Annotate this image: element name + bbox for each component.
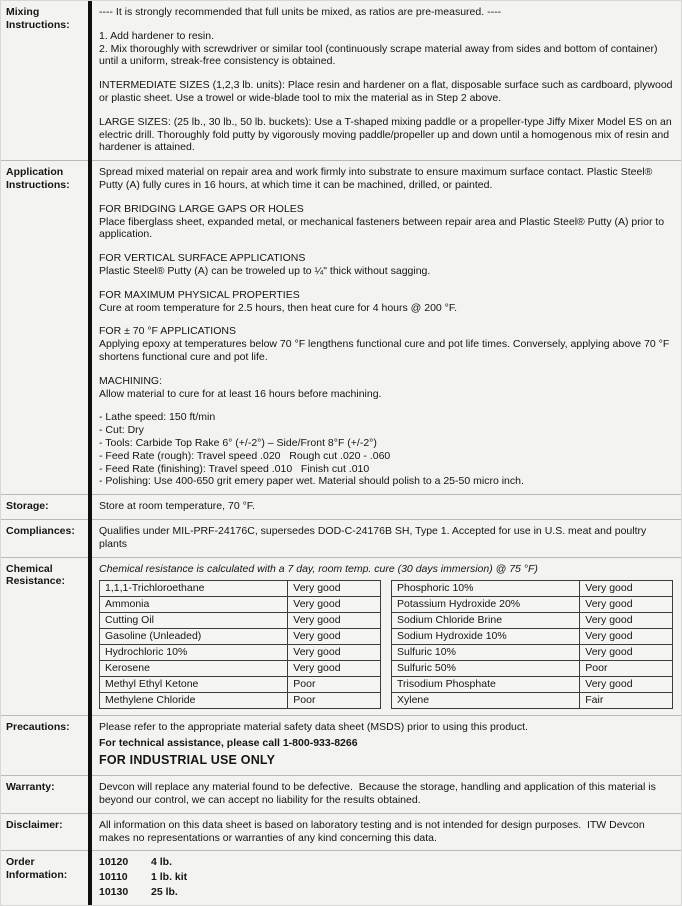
chemical-name-cell: Gasoline (Unleaded) (100, 629, 288, 645)
text-line: INTERMEDIATE SIZES (1,2,3 lb. units): Place resin and hardener on a flat, disposable surface such as cardboard, plywood or plastic sheet. Use a trowel or wide-blade tool to mix the material as in Step 2 above. (99, 79, 676, 104)
paragraph (99, 203, 673, 241)
section-content-mixing-instructions (84, 6, 681, 156)
section-label-order-information: Order Information: (6, 856, 68, 882)
text-line: ---- It is strongly recommended that full units be mixed, as ratios are pre-measured. ---- (99, 6, 502, 18)
text-line: Devcon will replace any material found to be defective. Because the storage, handling and application of this material is beyond our control, we can accept no liability for the results obtained. (99, 781, 659, 806)
section-warranty (1, 775, 681, 813)
table-row (100, 597, 381, 613)
table-row (392, 645, 673, 661)
section-content-warranty (84, 781, 681, 809)
section-label-application-instructions: Application Instructions: (6, 166, 70, 191)
paragraph (99, 289, 673, 315)
order-size: 1 lb. kit (151, 871, 188, 884)
text-line: 1. Add hardener to resin. (99, 29, 214, 42)
order-code: 10130 (99, 885, 129, 898)
text-line: - Cut: Dry (99, 424, 144, 437)
paragraph (99, 252, 673, 278)
paragraph (99, 753, 673, 768)
table-row (100, 613, 381, 629)
chemical-name-cell: Sulfuric 10% (392, 645, 580, 661)
chemical-rating-cell: Very good (580, 581, 673, 597)
table-row (100, 693, 381, 709)
chemical-name-cell: Methylene Chloride (100, 693, 288, 709)
text-line: - Tools: Carbide Top Rake 6° (+/-2°) – Side/Front 8°F (+/-2°) (99, 436, 377, 449)
chemical-rating-cell: Very good (288, 613, 381, 629)
chemical-name-cell: Sodium Hydroxide 10% (392, 629, 580, 645)
paragraph (99, 6, 673, 19)
section-application-instructions (1, 160, 681, 494)
paragraph (99, 166, 673, 192)
section-label-mixing-instructions: Mixing Instructions: (6, 6, 70, 31)
chemical-rating-cell: Poor (288, 677, 381, 693)
paragraph (99, 721, 673, 734)
text-line: All information on this data sheet is based on laboratory testing and is not intended for design purposes. ITW Devcon makes no representations or warranties of any kind concerning this data. (99, 818, 648, 844)
chemical-rating-cell: Very good (580, 645, 673, 661)
table-row (100, 645, 381, 661)
chemical-rating-cell: Very good (288, 661, 381, 677)
order-size: 25 lb. (151, 885, 178, 898)
section-content-disclaimer (84, 819, 681, 847)
section-label-storage: Storage: (6, 500, 49, 513)
chemical-name-cell: Hydrochloric 10% (100, 645, 288, 661)
text-line: Store at room temperature, 70 °F. (99, 500, 255, 513)
table-row (100, 581, 381, 597)
chemical-rating-cell: Fair (580, 693, 673, 709)
section-disclaimer (1, 813, 681, 851)
section-compliances (1, 519, 681, 557)
table-row (100, 677, 381, 693)
paragraph (99, 116, 673, 154)
paragraph (99, 411, 673, 488)
section-content-application-instructions (84, 166, 681, 490)
order-row (99, 871, 673, 884)
section-content-chemical-resistance (84, 563, 681, 712)
order-size: 4 lb. (151, 856, 173, 869)
text-line: Chemical resistance is calculated with a 7 day, room temp. cure (30 days immersion) @ 75 °F) (99, 562, 538, 575)
text-line: For technical assistance, please call 1-800-933-8266 (99, 737, 358, 750)
section-order-information (1, 850, 681, 904)
chemical-rating-cell: Very good (580, 629, 673, 645)
text-line: - Lathe speed: 150 ft/min (99, 411, 216, 424)
chemical-rating-cell: Poor (580, 661, 673, 677)
chemical-name-cell: Cutting Oil (100, 613, 288, 629)
text-line: Cure at room temperature for 2.5 hours, then heat cure for 4 hours @ 200 °F. (99, 301, 458, 314)
section-chemical-resistance (1, 557, 681, 716)
paragraph (99, 500, 673, 513)
section-storage (1, 494, 681, 519)
text-line: FOR MAXIMUM PHYSICAL PROPERTIES (99, 288, 300, 301)
table-row (100, 629, 381, 645)
chemical-name-cell: Phosphoric 10% (392, 581, 580, 597)
text-line: Qualifies under MIL-PRF-24176C, supersedes DOD-C-24176B SH, Type 1. Accepted for use in U.S. meat and poultry plants (99, 524, 650, 550)
chemical-name-cell: Potassium Hydroxide 20% (392, 597, 580, 613)
chemical-rating-cell: Very good (288, 629, 381, 645)
text-line: FOR VERTICAL SURFACE APPLICATIONS (99, 252, 306, 265)
text-line: Plastic Steel® Putty (A) can be troweled up to ¼" thick without sagging. (99, 264, 431, 277)
chemical-rating-cell: Very good (580, 597, 673, 613)
section-label-compliances: Compliances: (6, 524, 75, 537)
chemical-table-body (100, 581, 381, 709)
chemical-table-body (392, 581, 673, 709)
text-line: FOR ± 70 °F APPLICATIONS (99, 325, 236, 338)
paragraph (99, 781, 673, 807)
chemical-name-cell: Xylene (392, 693, 580, 709)
chemical-rating-cell: Very good (580, 613, 673, 629)
text-line: FOR INDUSTRIAL USE ONLY (99, 752, 276, 767)
chemical-rating-cell: Very good (580, 677, 673, 693)
section-label-warranty: Warranty: (6, 781, 55, 794)
text-line: - Feed Rate (rough): Travel speed .020 Rough cut .020 - .060 (99, 449, 391, 462)
table-row (392, 629, 673, 645)
text-line: Place fiberglass sheet, expanded metal, or mechanical fasteners between repair area and Plastic Steel® Putty (A) prior to application. (99, 215, 668, 241)
table-row (392, 693, 673, 709)
chemical-name-cell: Methyl Ethyl Ketone (100, 677, 288, 693)
chemical-name-cell: Trisodium Phosphate (392, 677, 580, 693)
paragraph (99, 819, 673, 845)
chemical-table-1 (99, 580, 381, 709)
datasheet (1, 1, 681, 905)
chemical-name-cell: Ammonia (100, 597, 288, 613)
chemical-name-cell: Kerosene (100, 661, 288, 677)
text-line: FOR BRIDGING LARGE GAPS OR HOLES (99, 202, 304, 215)
text-line: 2. Mix thoroughly with screwdriver or similar tool (continuously scrape material away from sides and bottom of container) until a uniform, streak-free consistency is obtained. (99, 42, 661, 68)
section-content-precautions (84, 721, 681, 771)
section-label-chemical-resistance: Chemical Resistance: (6, 562, 65, 588)
chemical-table-2 (391, 580, 673, 709)
text-line: Applying epoxy at temperatures below 70 °F lengthens functional cure and pot life times. Conversely, applying above 70 °F shortens functional cure and pot life. (99, 338, 673, 363)
paragraph (99, 325, 673, 363)
chemical-name-cell: 1,1,1-Trichloroethane (100, 581, 288, 597)
order-code: 10110 (99, 871, 128, 884)
section-precautions (1, 715, 681, 775)
order-code: 10120 (99, 856, 129, 869)
text-line: Allow material to cure for at least 16 hours before machining. (99, 387, 382, 400)
paragraph (99, 563, 673, 576)
chemical-rating-cell: Very good (288, 581, 381, 597)
table-row (392, 581, 673, 597)
chemical-rating-cell: Very good (288, 645, 381, 661)
text-line: MACHINING: (99, 374, 162, 387)
table-row (392, 661, 673, 677)
text-line: Spread mixed material on repair area and work firmly into substrate to ensure maximum surface contact. Plastic Steel® Putty (A) fully cures in 16 hours, at which time it can be machined, drilled, or painted. (99, 166, 656, 191)
section-content-compliances (84, 525, 681, 553)
section-content-storage (84, 500, 681, 515)
order-row (99, 886, 673, 899)
chemical-name-cell: Sulfuric 50% (392, 661, 580, 677)
table-row (100, 661, 381, 677)
text-line: - Polishing: Use 400-650 grit emery paper wet. Material should polish to a 25-50 micro inch. (99, 475, 524, 488)
paragraph (99, 737, 673, 750)
text-line: LARGE SIZES: (25 lb., 30 lb., 50 lb. buckets): Use a T-shaped mixing paddle or a propeller-type Jiffy Mixer Model ES on an electric drill. Thoroughly fold putty by vigorously moving paddle/propeller up and down until a homogenous mix of resin and hardener is attained. (99, 115, 675, 154)
chemical-rating-cell: Poor (288, 693, 381, 709)
chemical-rating-cell: Very good (288, 597, 381, 613)
order-row (99, 856, 673, 869)
paragraph (99, 79, 676, 105)
section-content-order-information (84, 856, 681, 900)
paragraph (99, 375, 673, 401)
table-row (392, 613, 673, 629)
chemical-resistance-tables (99, 580, 673, 709)
vertical-divider-bar (88, 1, 92, 905)
section-mixing-instructions (1, 1, 681, 160)
table-row (392, 677, 673, 693)
table-row (392, 597, 673, 613)
section-label-disclaimer: Disclaimer: (6, 818, 63, 831)
text-line: Please refer to the appropriate material safety data sheet (MSDS) prior to using this product. (99, 721, 528, 734)
order-list (99, 856, 673, 898)
paragraph (99, 30, 673, 68)
paragraph (99, 525, 673, 551)
text-line: - Feed Rate (finishing): Travel speed .010 Finish cut .010 (99, 462, 370, 475)
section-label-precautions: Precautions: (6, 721, 70, 734)
chemical-name-cell: Sodium Chloride Brine (392, 613, 580, 629)
